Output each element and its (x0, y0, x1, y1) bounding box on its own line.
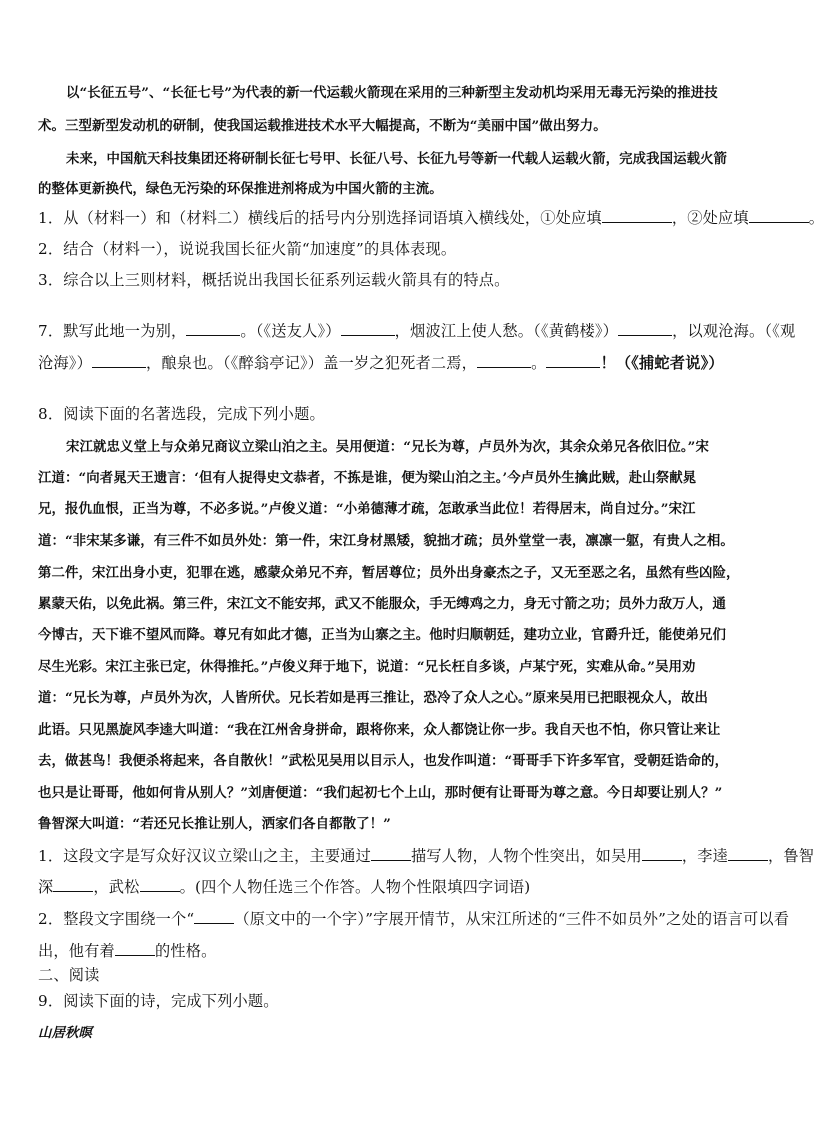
q8-passage-line: 道：“非宋某多谦，有三件不如员外处：第一件，宋江身材黑矮，貌拙才疏；员外堂堂一表，凛凛一躯，有贵人之相。 (38, 533, 734, 549)
q8-passage-line: 第二件，宋江出身小吏，犯罪在逃，感蒙众弟兄不弃，暂居尊位；员外出身豪杰之子，又无至恶之名，虽然有些凶险， (38, 565, 740, 581)
q8-blank-likui[interactable] (728, 848, 768, 861)
poem-title: 山居秋暝 (38, 1025, 92, 1041)
q6-sub2: 2．结合（材料一），说说我国长征火箭“加速度”的具体表现。 (38, 240, 457, 258)
q7-text-a: 7．默写此地一为别， (38, 322, 187, 340)
q7-text-e: 沧海》） (38, 354, 92, 372)
q8-passage-line: 江道：“向者晁天王遗言：‘但有人捉得史文恭者，不拣是谁，便为梁山泊之主。’今卢员外生擒此贼，赴山祭献晁 (38, 470, 697, 486)
q8-sub2-line2 (38, 940, 217, 961)
q9-title: 9．阅读下面的诗，完成下列小题。 (38, 992, 279, 1010)
q7-text-h: ！（《捕蛇者说》） (600, 354, 724, 372)
q8-passage-line: 兄，报仇血恨，正当为尊，不必多说。”卢俊义道：“小弟德薄才疏，怎敢承当此位！若得居末，尚自过分。”宋江 (38, 501, 696, 517)
q6-sub1-text-c: 。 (808, 209, 824, 227)
q7-blank-3[interactable] (618, 323, 672, 336)
q8-sub1-text-a: 1．这段文字是写众好汉议立梁山之主，主要通过 (38, 847, 372, 865)
q8-blank-wuyong[interactable] (642, 848, 682, 861)
q7-blank-1[interactable] (186, 323, 240, 336)
q8-title: 8．阅读下面的名著选段，完成下列小题。 (38, 405, 325, 423)
q8-sub1-text-f: ，武松 (93, 878, 140, 896)
q6-blank-1[interactable] (602, 210, 672, 223)
material3-paragraph1-line1: 以“长征五号”、“长征七号”为代表的新一代运载火箭现在采用的三种新型主发动机均采用无毒无污染的推进技 (66, 85, 718, 101)
q6-blank-2[interactable] (749, 210, 809, 223)
q8-passage-line: 道：“兄长为尊，卢员外为次，人皆所伏。兄长若如是再三推让，恐冷了众人之心。”原来吴用已把眼视众人，故出 (38, 690, 708, 706)
q7-text-c: ，烟波江上使人愁。（《黄鹤楼》） (394, 322, 619, 340)
q8-blank-method[interactable] (371, 848, 411, 861)
q8-passage-line: 累蒙天佑，以免此祸。第三件，宋江文不能安邦，武又不能服众，手无缚鸡之力，身无寸箭之功；员外力敌万人，通 (38, 596, 727, 612)
q8-sub1-text-b: 描写人物，人物个性突出，如吴用 (411, 847, 642, 865)
q8-blank-wusong[interactable] (140, 879, 180, 892)
q8-passage-line: 今博古，天下谁不望风而降。尊兄有如此才德，正当为山寨之主。他时归顺朝廷，建功立业，官爵升迁，能使弟兄们 (38, 627, 727, 643)
q8-passage-line: 也只是让哥哥，他如何肯从别人？”刘唐便道：“我们起初七个上山，那时便有让哥哥为尊之意。今日却要让别人？” (38, 785, 723, 801)
q7-line1 (38, 320, 795, 341)
q8-sub1-text-g: 。(四个人物任选三个作答。人物个性限填四字词语) (179, 878, 531, 896)
q8-sub2-text-d: 的性格。 (154, 942, 217, 960)
q7-text-d: ，以观沧海。（《观 (672, 322, 796, 340)
q7-blank-4[interactable] (92, 355, 146, 368)
q7-text-b: 。（《送友人》） (240, 322, 341, 340)
material3-paragraph2-line1: 未来，中国航天科技集团还将研制长征七号甲、长征八号、长征九号等新一代载人运载火箭，完成我国运载火箭 (66, 151, 728, 167)
q8-sub2-text-c: 出，他有着 (38, 942, 115, 960)
q8-sub2-text-a: 2．整段文字围绕一个“ (38, 910, 195, 928)
q8-passage-line: 此语。只见黑旋风李逵大叫道：“我在江州舍身拼命，跟将你来，众人都饶让你一步。我自天也不怕，你只管让来让 (38, 722, 721, 738)
q7-blank-6[interactable] (546, 355, 600, 368)
q7-blank-5[interactable] (477, 355, 531, 368)
q6-sub1-text-a: 1．从（材料一）和（材料二）横线后的括号内分别选择词语填入横线处，①处应填 (38, 209, 602, 227)
q8-sub1-line1 (38, 845, 814, 866)
material3-paragraph1-line2: 术。三型新型发动机的研制，使我国运载推进技术水平大幅提高，不断为“美丽中国”做出努力。 (38, 118, 607, 134)
q8-sub1-text-d: ，鲁智 (768, 847, 815, 865)
q8-blank-keyword[interactable] (194, 911, 234, 924)
q8-blank-luzhishen[interactable] (53, 879, 93, 892)
q8-passage-line: 去，做甚鸟！我便杀将起来，各自散伙！”武松见吴用以目示人，也发作叫道：“哥哥手下许多军官，受朝廷诰命的， (38, 753, 729, 769)
section-heading: 二、阅读 (38, 966, 100, 984)
q8-sub2-text-b: （原文中的一个字）”字展开情节，从宋江所述的“三件不如员外”之处的语言可以看 (234, 910, 790, 928)
q8-blank-personality[interactable] (115, 943, 155, 956)
q7-text-g: 。 (531, 354, 547, 372)
q6-sub1 (38, 207, 824, 228)
q7-blank-2[interactable] (341, 323, 395, 336)
q6-sub3: 3．综合以上三则材料，概括说出我国长征系列运载火箭具有的特点。 (38, 271, 510, 289)
q7-line2 (38, 352, 724, 373)
q8-passage-line: 尽生光彩。宋江主张已定，休得推托。”卢俊义拜于地下，说道：“兄长枉自多谈，卢某宁死，实难从命。”吴用劝 (38, 659, 696, 675)
q8-passage-line: 宋江就忠义堂上与众弟兄商议立梁山泊之主。吴用便道：“兄长为尊，卢员外为次，其余众弟兄各依旧位。”宋 (66, 439, 709, 455)
material3-paragraph2-line2: 的整体更新换代，绿色无污染的环保推进剂将成为中国火箭的主流。 (38, 181, 443, 197)
q8-sub1-line2 (38, 876, 530, 897)
q6-sub1-text-b: ，②处应填 (671, 209, 749, 227)
q8-sub1-text-c: ，李逵 (681, 847, 728, 865)
q7-text-f: ，酿泉也。（《醉翁亭记》）盖一岁之犯死者二焉， (145, 354, 478, 372)
q8-sub2-line1 (38, 908, 789, 929)
q8-sub1-text-e: 深 (38, 878, 54, 896)
q8-passage-line: 鲁智深大叫道：“若还兄长推让别人，洒家们各自都散了！” (38, 816, 391, 832)
